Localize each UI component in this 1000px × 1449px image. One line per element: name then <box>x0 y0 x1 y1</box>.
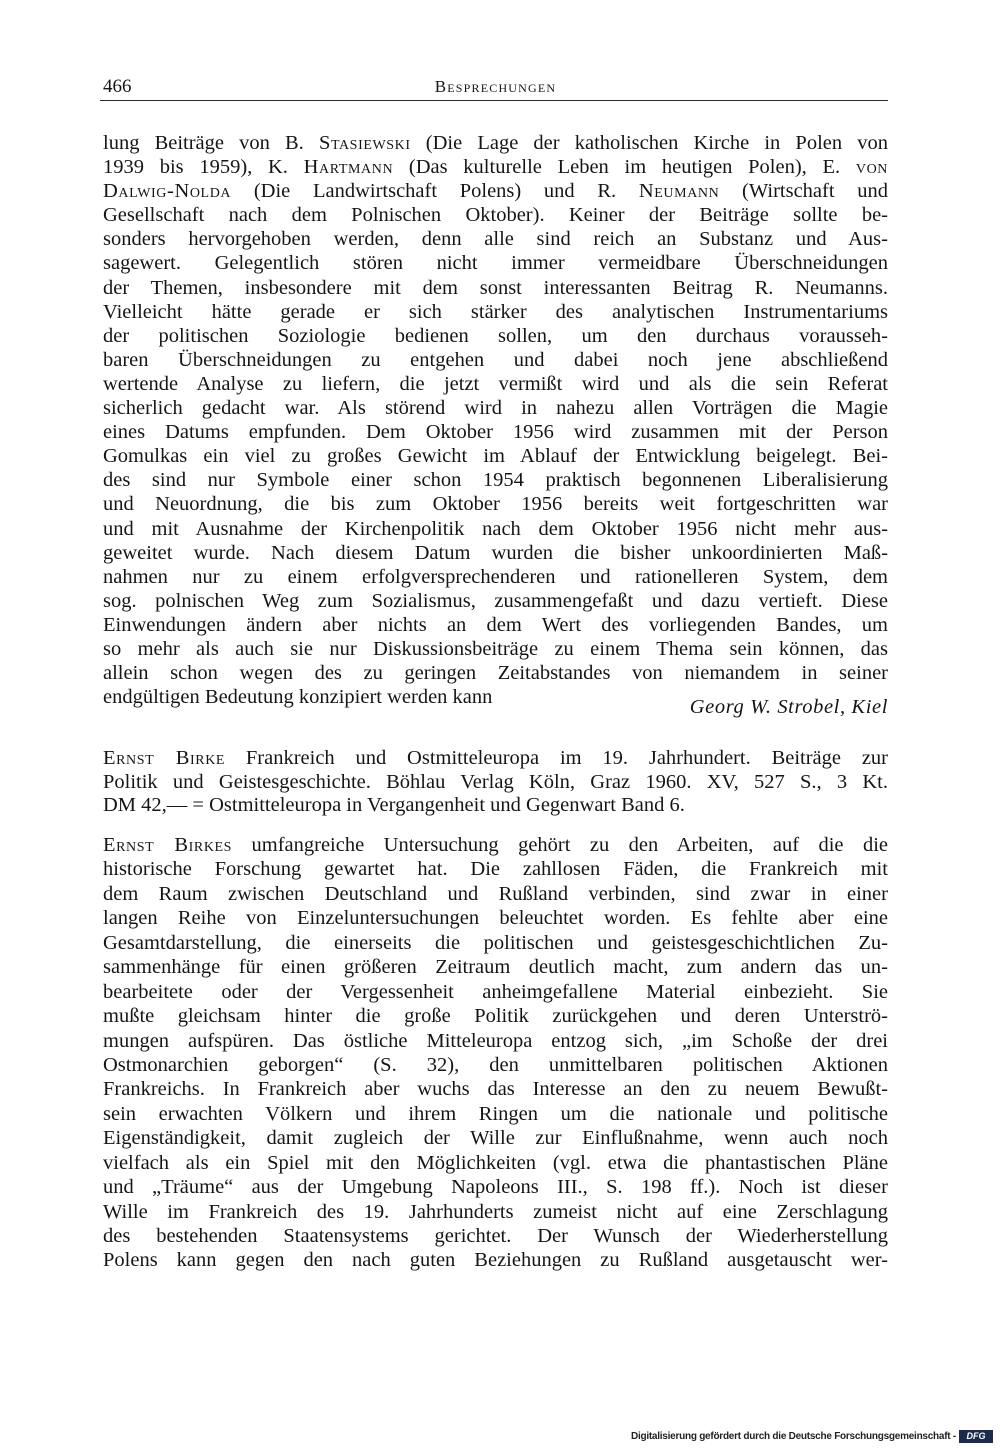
text-line: sicherlich gedacht war. Als störend wird in nahezu allen Vorträgen die Magie <box>103 397 888 420</box>
text-line: sagewert. Gelegentlich stören nicht immer vermeidbare Überschneidungen <box>103 252 888 275</box>
text-line: Gesellschaft nach dem Polnischen Oktober). Keiner der Beiträge sollte be- <box>103 204 888 227</box>
text-run: 1939 bis 1959), K. <box>103 156 304 179</box>
text-line: sammenhänge für einen größeren Zeitraum deutlich macht, zum andern das un- <box>103 956 888 979</box>
text-line: vielfach als ein Spiel mit den Möglichkeiten (vgl. etwa die phantastischen Pläne <box>103 1151 888 1174</box>
text-run: (Das kulturelle Leben im heutigen Polen), E. <box>393 156 856 179</box>
author-name-small-caps: Ernst Birke <box>103 747 226 769</box>
text-line: wertende Analyse zu liefern, die jetzt vermißt wird und als die sein Referat <box>103 372 888 395</box>
text-line: sog. polnischen Weg zum Sozialismus, zusammengefaßt und dazu vertieft. Diese <box>103 589 888 612</box>
running-title: Besprechungen <box>434 77 557 96</box>
text-run: (Wirtschaft und <box>719 180 888 203</box>
text-line: geweitet wurde. Nach diesem Datum wurden die bisher unkoordinierten Maß- <box>103 541 888 564</box>
text-line <box>103 747 888 771</box>
text-line: Ostmonarchien geborgen“ (S. 32), den unmittelbaren politischen Aktionen <box>103 1053 888 1076</box>
author-name-small-caps: Stasiewski <box>318 132 411 154</box>
text-run: (Die Landwirtschaft Polens) und R. <box>231 180 639 203</box>
text-line: und Neuordnung, die bis zum Oktober 1956 bereits weit fortgeschritten war <box>103 493 888 516</box>
text-line: und „Träume“ aus der Umgebung Napoleons III., S. 198 ff.). Noch ist dieser <box>103 1176 888 1199</box>
review-2-lines <box>103 833 888 1273</box>
text-line: sonders hervorgehoben werden, denn alle sind reich an Substanz und Aus- <box>103 228 888 251</box>
citation-lines <box>103 747 888 818</box>
text-line: historische Forschung gewartet hat. Die zahllosen Fäden, die Frankreich mit <box>103 858 888 881</box>
text-line: Vielleicht hätte gerade er sich stärker des analytischen Instrumentariums <box>103 300 888 323</box>
text-line: Polens kann gegen den nach guten Beziehungen zu Rußland ausgetauscht wer- <box>103 1249 888 1272</box>
text-line: so mehr als auch sie nur Diskussionsbeiträge zu einem Thema sein können, das <box>103 637 888 660</box>
text-line: nahmen nur zu einem erfolgversprechenderen und rationelleren System, dem <box>103 565 888 588</box>
text-line: Einwendungen ändern aber nichts an dem Wert des vorliegenden Bandes, um <box>103 613 888 636</box>
text-line: DM 42,— = Ostmitteleuropa in Vergangenheit und Gegenwart Band 6. <box>103 794 685 817</box>
text-line: langen Reihe von Einzeluntersuchungen beleuchtet worden. Es fehlte aber eine <box>103 907 888 930</box>
text-line: Eigenständigkeit, damit zugleich der Wille zur Einflußnahme, wenn auch noch <box>103 1127 888 1150</box>
text-line: Gomulkas ein viel zu großes Gewicht im Ablauf der Entwicklung beigelegt. Bei- <box>103 445 888 468</box>
text-line <box>103 131 888 155</box>
header-rule <box>100 100 888 101</box>
review-2-citation <box>103 747 888 818</box>
text-line <box>103 179 888 203</box>
review-1-lines <box>103 131 888 685</box>
author-name-small-caps: Dalwig-Nolda <box>103 180 232 203</box>
text-run: Frankreich und Ostmitteleuropa im 19. Jahrhundert. Beiträge zur <box>225 747 888 769</box>
text-line: und mit Ausnahme der Kirchenpolitik nach dem Oktober 1956 nicht mehr aus- <box>103 517 888 540</box>
text-line: der politischen Soziologie bedienen sollen, um den durchaus vorausseh- <box>103 324 888 347</box>
text-line: dem Raum zwischen Deutschland und Rußland verbinden, sind zwar in einer <box>103 882 888 905</box>
author-name-small-caps: Neumann <box>638 180 720 203</box>
text-line: Wille im Frankreich des 19. Jahrhunderts zumeist nicht auf eine Zerschlagung <box>103 1200 888 1223</box>
digitization-credit: Digitalisierung gefördert durch die Deutsche Forschungsgemeinschaft - <box>630 1431 956 1442</box>
text-line: Frankreichs. In Frankreich aber wuchs das Interesse an den zu neuem Bewußt- <box>103 1078 888 1101</box>
text-line: baren Überschneidungen zu entgehen und dabei noch jene abschließend <box>103 348 888 371</box>
text-line: Gesamtdarstellung, die einerseits die politischen und geistesgeschichtlichen Zu- <box>103 931 888 954</box>
text-line: des sind nur Symbole einer schon 1954 praktisch begonnenen Liberalisierung <box>103 469 888 492</box>
author-name-small-caps: Hartmann <box>303 156 394 179</box>
review-1-closing-line <box>103 685 888 719</box>
text-line: des bestehenden Staatensystems gerichtet. Der Wunsch der Wiederherstellung <box>103 1225 888 1247</box>
text-line <box>103 833 888 857</box>
page-header <box>103 76 888 98</box>
text-line <box>103 155 888 179</box>
text-run: lung Beiträge von B. <box>103 132 319 154</box>
text-line: Politik und Geistesgeschichte. Böhlau Verlag Köln, Graz 1960. XV, 527 S., 3 Kt. <box>103 770 888 793</box>
review-1-last-line: endgültigen Bedeutung konzipiert werden kann <box>103 686 493 709</box>
reviewer-signature: Georg W. Strobel, Kiel <box>689 696 888 719</box>
text-run: umfangreiche Untersuchung gehört zu den Arbeiten, auf die die <box>232 834 888 856</box>
text-run: (Die Lage der katholischen Kirche in Polen von <box>410 132 888 154</box>
text-line: mungen aufspüren. Das östliche Mitteleuropa entzog sich, „im Schoße der drei <box>103 1029 888 1052</box>
text-line: sein erwachten Völkern und ihrem Ringen um die nationale und politische <box>103 1102 888 1125</box>
text-line: der Themen, insbesondere mit dem sonst interessanten Beitrag R. Neumanns. <box>103 276 888 299</box>
text-line: eines Datums empfunden. Dem Oktober 1956 wird zusammen mit der Person <box>103 421 888 444</box>
dfg-logo: DFG <box>959 1430 993 1443</box>
text-line: allein schon wegen des zu geringen Zeitabstandes von niemandem in seiner <box>103 662 888 685</box>
review-1-body <box>103 131 888 719</box>
author-name-small-caps: Ernst Birkes <box>103 834 233 856</box>
page-number: 466 <box>103 76 132 97</box>
text-line: mußte gleichsam hinter die große Politik zurückgehen und deren Unterströ- <box>103 1005 888 1028</box>
review-2-body <box>103 833 888 1273</box>
author-name-small-caps: von <box>855 156 888 179</box>
text-line: bearbeitete oder der Vergessenheit anheimgefallene Material einbezieht. Sie <box>103 980 888 1003</box>
